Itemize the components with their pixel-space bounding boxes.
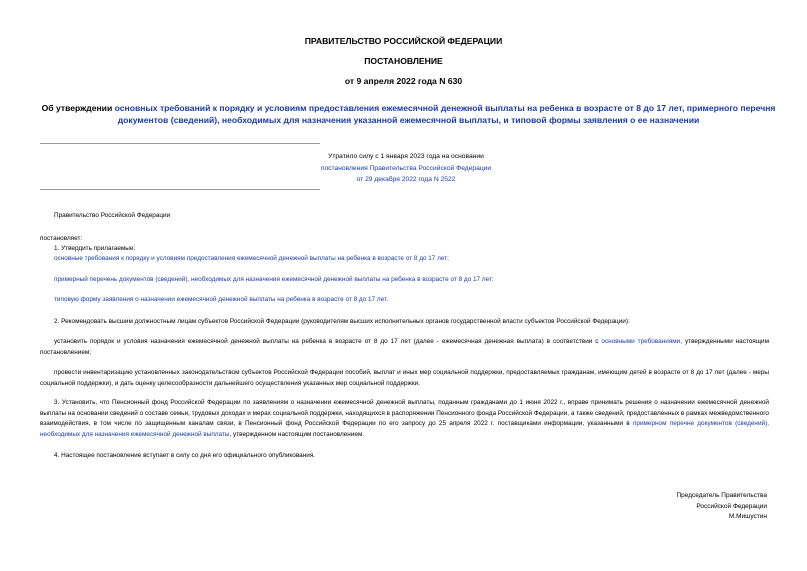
- item3-link[interactable]: примерном перечне документов (сведений), необходимых для назначения ежемесячной денежной выплаты: [40, 420, 769, 438]
- signature-line3: М.Мишустин: [728, 513, 767, 520]
- item2-subparagraph-a: [40, 337, 769, 358]
- item3-tail: , утвержденном настоящим постановлением.: [229, 430, 365, 438]
- signature-line1: Председатель Правительства: [676, 492, 767, 499]
- signature-block: [676, 491, 767, 523]
- status-note-link-line2[interactable]: постановления Правительства Российской Федерации: [320, 164, 492, 172]
- item3-paragraph: [40, 398, 769, 440]
- item3-text: 3. Установить, что Пенсионный фонд Российской Федерации по заявлениям о назначении ежемесячной денежной выплаты, поданным гражданами до 1 июня 2022 г., вправе принимать решения о назначении ежемесячной денежной выплаты на основании сведений о составе семьи, трудовых доходах и мерах социальной поддержки, находящихся в распоряжении Пенсионного фонда Российской Федерации, а также сведений, предоставленных в рамках межведомственного взаимодействия, в том числе по защищенным каналам связи, в Пенсионный фонд Российской Федерации по его запросу до 25 апреля 2022 г. поставщиками информации, указанными в: [40, 399, 769, 427]
- item1-link-application-form[interactable]: типовую форму заявления о назначении ежемесячной денежной выплаты на ребенка в возрасте от 8 до 17 лет.: [54, 296, 388, 303]
- title-prefix: Об утверждении: [41, 103, 115, 113]
- item2-paragraph: 2. Рекомендовать высшим должностным лицам субъектов Российской Федерации (руководителям высших исполнительных органов государственной власти субъектов Российской Федерации):: [54, 318, 630, 325]
- signature-line2: Российской Федерации: [696, 502, 767, 510]
- item2-a-tail: , утвержденными настоящим постановлением;: [40, 338, 769, 356]
- item1-link-document-list[interactable]: примерный перечень документов (сведений), необходимых для назначения ежемесячной денежной выплаты на ребенка в возрасте от 8 до 17 лет;: [54, 276, 494, 283]
- top-divider: [40, 143, 320, 144]
- doc-type-heading: ПОСТАНОВЛЕНИЕ: [364, 56, 443, 66]
- item4-paragraph: 4. Настоящее постановление вступает в силу со дня его официального опубликования.: [54, 452, 316, 459]
- item2-a-link[interactable]: основными требованиями: [601, 338, 681, 345]
- item1-link-requirements[interactable]: основные требования к порядку и условиям предоставления ежемесячной денежной выплаты на ребенка в возрасте от 8 до 17 лет;: [54, 255, 449, 262]
- status-note: [306, 151, 506, 186]
- item2-a-text: установить порядок и условия назначения ежемесячной денежной выплаты на ребенка в возрасте от 8 до 17 лет (далее - ежемесячная денежная выплата) в соответствии с: [54, 338, 602, 345]
- document-title: [40, 102, 777, 126]
- item1-intro: 1. Утвердить прилагаемые:: [54, 245, 136, 252]
- government-heading: ПРАВИТЕЛЬСТВО РОССИЙСКОЙ ФЕДЕРАЦИИ: [304, 36, 503, 46]
- status-note-line1: Утратило силу с 1 января 2023 года на основании: [328, 153, 484, 160]
- bottom-divider: [40, 189, 320, 190]
- preamble: Правительство Российской Федерации: [54, 212, 171, 219]
- item2-subparagraph-b: провести инвентаризацию установленных законодательством субъектов Российской Федерации пособий, выплат и иных мер социальной поддержки, предоставляемых гражданам, имеющим детей в возрасте от 8 до 17 лет (далее - меры социальной поддержки), и дать оценку целесообразности дальнейшего осуществления указанных мер социальной поддержки.: [40, 369, 769, 387]
- date-number: от 9 апреля 2022 года N 630: [344, 76, 463, 86]
- status-note-link-line3[interactable]: от 29 декабря 2022 года N 2522: [356, 176, 456, 184]
- decrees-word: постановляет:: [40, 235, 83, 242]
- title-link[interactable]: основных требований к порядку и условиям предоставления ежемесячной денежной выплаты на ребенка в возрасте от 8 до 17 лет, примерного перечня документов (сведений), необходимых для назначения указанной ежемесячной выплаты, и типовой формы заявления о ее назначении: [114, 103, 776, 125]
